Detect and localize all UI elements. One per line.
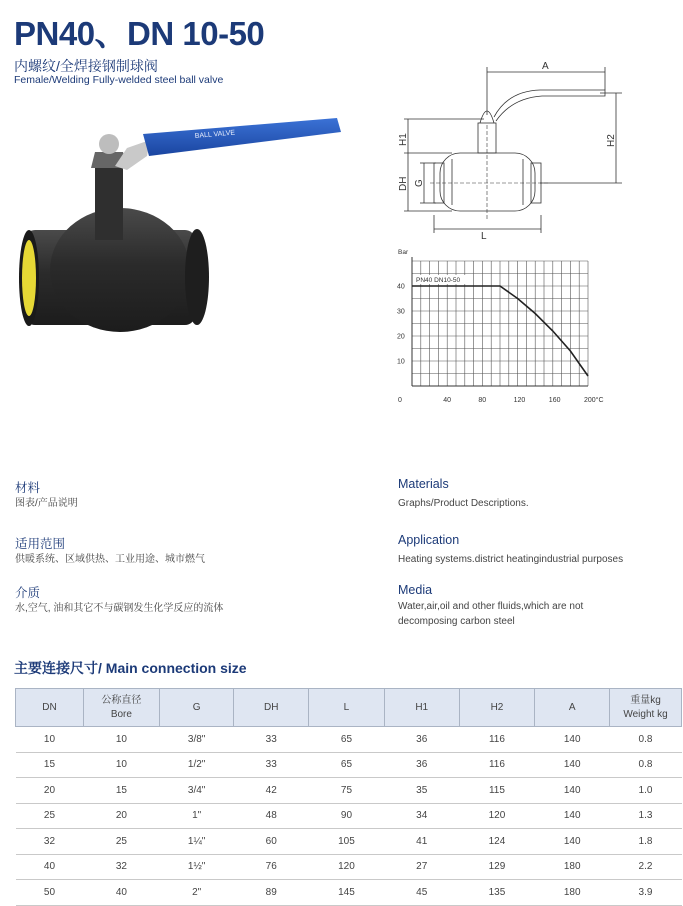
- dim-label-l: L: [481, 231, 487, 240]
- pressure-temperature-chart: [392, 243, 612, 408]
- y-tick-label: 40: [397, 283, 405, 291]
- valve-stem: [95, 165, 123, 240]
- y-tick-label: 30: [397, 308, 405, 316]
- table-cell: 35: [384, 778, 459, 804]
- table-cell: 140: [535, 752, 610, 778]
- table-row: [16, 854, 682, 880]
- header-cell: 公称直径 Bore: [83, 689, 159, 727]
- table-title: 主要连接尺寸/ Main connection size: [14, 660, 247, 676]
- table-cell: 180: [535, 854, 610, 880]
- table-cell: 90: [309, 803, 385, 829]
- table-cell: 0.8: [610, 752, 682, 778]
- valve-right-end: [185, 229, 209, 325]
- table-cell: 129: [459, 854, 535, 880]
- table-cell: 32: [83, 854, 159, 880]
- table-row: [16, 803, 682, 829]
- table-cell: 65: [309, 752, 385, 778]
- header-cell: 重量kg Weight kg: [610, 689, 682, 727]
- table-row: [16, 880, 682, 906]
- y-tick-label: 10: [397, 358, 405, 366]
- header-cell: DN: [16, 689, 84, 727]
- table-cell: 40: [16, 854, 84, 880]
- table-cell: 50: [16, 880, 84, 906]
- x-tick-label: 40: [443, 397, 451, 404]
- table-cell: 1.8: [610, 829, 682, 855]
- table-cell: 105: [309, 829, 385, 855]
- y-tick-label: 20: [397, 333, 405, 341]
- table-row: [16, 752, 682, 778]
- dim-label-dh: DH: [398, 176, 409, 191]
- table-cell: 33: [234, 727, 309, 753]
- table-cell: 1.0: [610, 778, 682, 804]
- table-cell: 20: [16, 778, 84, 804]
- table-cell: 48: [234, 803, 309, 829]
- table-row: [16, 778, 682, 804]
- subtitle-chinese: 内螺纹/全焊接钢制球阀: [14, 58, 158, 74]
- table-cell: 140: [535, 778, 610, 804]
- table-row: [16, 727, 682, 753]
- table-cell: 116: [459, 727, 535, 753]
- section-text-materials-cn: 图表/产品说明: [15, 498, 78, 509]
- table-header-row: [16, 689, 682, 727]
- table-cell: 10: [16, 727, 84, 753]
- table-cell: 180: [535, 880, 610, 906]
- table-cell: 120: [309, 854, 385, 880]
- table-cell: 42: [234, 778, 309, 804]
- chart-y-ticks: [397, 284, 405, 366]
- table-cell: 1¼": [159, 829, 234, 855]
- section-title-media-cn: 介质: [15, 586, 41, 600]
- handle-text: BALL VALVE: [194, 129, 236, 140]
- table-cell: 27: [384, 854, 459, 880]
- table-cell: 1½": [159, 854, 234, 880]
- table-cell: 36: [384, 752, 459, 778]
- section-title-application-cn: 适用范围: [15, 537, 66, 551]
- table-cell: 124: [459, 829, 535, 855]
- table-cell: 140: [535, 727, 610, 753]
- section-text-application-en: Heating systems.district heatingindustrial purposes: [398, 554, 624, 565]
- table-cell: 2.2: [610, 854, 682, 880]
- table-cell: 140: [535, 803, 610, 829]
- section-text-media-cn: 水,空气, 油和其它不与碳钢发生化学反应的流体: [15, 603, 224, 614]
- dim-label-h2: H2: [606, 134, 617, 147]
- section-title-media-en: Media: [398, 583, 433, 597]
- header-cell: DH: [234, 689, 309, 727]
- table-cell: 76: [234, 854, 309, 880]
- x-tick-label: 160: [548, 397, 561, 404]
- ball-valve-photo: [15, 110, 345, 340]
- header-cell: G: [159, 689, 234, 727]
- table-cell: 75: [309, 778, 385, 804]
- header-cell: H1: [384, 689, 459, 727]
- table-cell: 65: [309, 727, 385, 753]
- page-title: PN40、DN 10-50: [14, 15, 265, 52]
- table-row: [16, 829, 682, 855]
- table-cell: 2": [159, 880, 234, 906]
- table-cell: 0.8: [610, 727, 682, 753]
- x-tick-label: 120: [513, 397, 526, 404]
- table-cell: 25: [83, 829, 159, 855]
- section-text-application-cn: 供暖系统、区域供热、工业用途、城市燃气: [15, 554, 205, 565]
- subtitle-english: Female/Welding Fully-welded steel ball valve: [14, 74, 224, 86]
- chart-legend: PN40 DN10-50: [416, 277, 461, 284]
- table-cell: 1/2": [159, 752, 234, 778]
- technical-drawing: [390, 55, 625, 240]
- chart-y-unit: Bar: [398, 249, 409, 256]
- table-cell: 116: [459, 752, 535, 778]
- stem-nut-top: [99, 134, 119, 154]
- table-cell: 20: [83, 803, 159, 829]
- valve-bore: [22, 240, 36, 316]
- table-cell: 45: [384, 880, 459, 906]
- table-cell: 140: [535, 829, 610, 855]
- table-cell: 40: [83, 880, 159, 906]
- section-text-media-en: Water,air,oil and other fluids,which are not decomposing carbon steel: [398, 601, 584, 627]
- table-cell: 10: [83, 727, 159, 753]
- table-cell: 10: [83, 752, 159, 778]
- table-cell: 15: [83, 778, 159, 804]
- chart-x-ticks: [398, 396, 604, 404]
- table-cell: 36: [384, 727, 459, 753]
- section-title-materials-cn: 材料: [15, 481, 41, 495]
- section-title-materials-en: Materials: [398, 477, 449, 491]
- header-cell: H2: [459, 689, 535, 727]
- drawing-body: [440, 153, 535, 211]
- x-tick-label: 80: [478, 397, 487, 404]
- table-cell: 115: [459, 778, 535, 804]
- table-cell: 25: [16, 803, 84, 829]
- table-cell: 41: [384, 829, 459, 855]
- dim-label-h1: H1: [398, 133, 409, 146]
- header-cell: A: [535, 689, 610, 727]
- header-cell: L: [309, 689, 385, 727]
- valve-handle: [143, 118, 341, 156]
- connection-size-table: [15, 688, 682, 906]
- table-cell: 120: [459, 803, 535, 829]
- table-cell: 32: [16, 829, 84, 855]
- section-text-materials-en: Graphs/Product Descriptions.: [398, 498, 529, 509]
- table-cell: 15: [16, 752, 84, 778]
- table-cell: 135: [459, 880, 535, 906]
- dim-label-g: G: [414, 179, 425, 187]
- table-cell: 33: [234, 752, 309, 778]
- x-tick-label: 0: [398, 397, 402, 404]
- table-cell: 34: [384, 803, 459, 829]
- table-cell: 3.9: [610, 880, 682, 906]
- drawing-handle: [494, 90, 605, 121]
- table-cell: 89: [234, 880, 309, 906]
- x-tick-label: 200°C: [584, 397, 604, 404]
- table-cell: 3/4": [159, 778, 234, 804]
- table-cell: 1": [159, 803, 234, 829]
- table-cell: 60: [234, 829, 309, 855]
- dim-label-a: A: [542, 61, 549, 72]
- section-title-application-en: Application: [398, 533, 460, 547]
- table-cell: 1.3: [610, 803, 682, 829]
- table-cell: 3/8": [159, 727, 234, 753]
- table-cell: 145: [309, 880, 385, 906]
